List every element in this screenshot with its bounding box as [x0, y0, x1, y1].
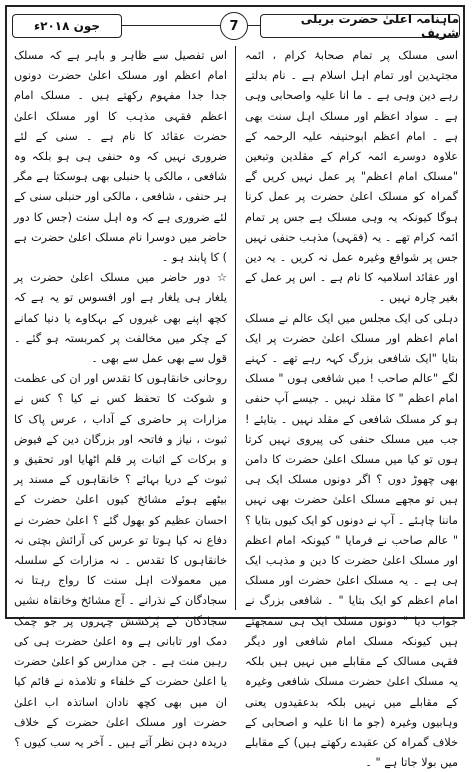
page-header: [12, 11, 460, 41]
right-paragraph-2: دہلی کی ایک مجلس میں ایک عالم نے مسلک امام اعظم اور مسلک اعلیٰ حضرت پر ایک بتایا "ایک شافعی بزرگ کہہ رہے تھے ۔ کہنے لگے "عالم صاحب ! میں شافعی ہوں " مسلک امام اعظم " کا مقلد نہیں ۔ جیسے آپ حنفی ہو کر مسلک شافعی کے مقلد نہیں ۔ بتایئے ! جب میں مسلک حنفی کی پیروی نہیں کرتا ہوں تو کیا میں مسلک اعلیٰ حضرت کا دامن بھی چھوڑ دوں ؟ اگر دونوں مسلک ایک ہی ہیں تو مجھے مسلک اعلیٰ حضرت بھی نہیں ماننا چاہئے ۔ آپ نے دونوں کو ایک کیوں بتایا ؟ " عالم صاحب نے فرمایا " کیونکہ امام اعظم اور مسلک اعلیٰ حضرت کا دین و مذہب ایک ہی ہے ۔ یہ مسلک اعلیٰ حضرت اور مسلک امام اعظم کو ایک بتایا " ۔ شافعی بزرگ نے جواب دیا " دونوں مسلک ایک ہی سمجھتے ہیں کیونکہ مسلک امام شافعی اور دیگر فقہی مسالک کے مقابلے میں نہیں ہیں بلکہ یہ مسلک اعلیٰ حضرت مسلک شافعی وغیرہ کے مقابلے میں نہیں بلکہ بدعقیدوں یعنی وہابیوں وغیرہ (جو ما انا علیہ و اصحابی کے خلاف گمراہ کن عقیدے رکھتے ہیں) کے مقابلے میں بولا جاتا ہے " ۔: [245, 311, 458, 770]
page-number: 7: [220, 12, 248, 40]
right-paragraph-1: اسی مسلک پر تمام صحابۂ کرام ، ائمہ مجتہدین اور تمام اہل اسلام ہے ۔ نام بدلتے رہے دین وہی ہے ۔ ما انا علیہ واصحابی وہی ہے ۔ سواد اعظم اور مسلک اہل سنت بھی ہے ۔ امام اعظم ابوحنیفہ علیہ الرحمہ کے علاوہ دوسرے ائمہ کرام کے مقلدین وتبعین "مسلک امام اعظم" پر عمل نہیں کریں گے گمراہ کو مسلک اعلیٰ حضرت پر عمل کرنا ہوگا کیونکہ یہ وہی مسلک ہے جس پر تمام ائمہ کرام تھے ۔ یہ (فقہی) مذہب حنفی نہیں جس پر شوافع وغیرہ عمل نہ کریں ۔ یہ دین اور عقائد اسلامیہ کا نام ہے ۔ اس پر عمل کے بغیر چارہ نہیں ۔: [245, 49, 458, 305]
left-paragraph-3: روحانی خانقاہوں کا تقدس اور ان کی عظمت و شوکت کا تحفظ کس نے کیا ؟ کس نے مزارات پر حاضری کے آداب ، عرس پاک کا ثبوت ، نیاز و فاتحہ اور بزرگان دین کے فیوض و برکات کے اثبات پر قلم اٹھایا اور تحقیق و ثبوت کے دریا بہائے ؟ خانقاہوں کے مسند پر بیٹھے ہوئے مشائخ کیوں اعلیٰ حضرت کے احسان عظیم کو بھول گئے ؟ اعلیٰ حضرت نے دفاع نہ کیا ہوتا تو عرس کی آرائش بچتی نہ خانقاہوں کا تقدس ۔ نہ مزارات کے سلسلہ میں معمولات اہل سنت کا رواج رہتا نہ سجادگان کے نذرانے ۔ آج مشائخ وخانقاہ نشیں سجادگان کے پُرکشش چہروں پر جو چمک دمک اور تابانی ہے وہ اعلیٰ حضرت ہی کی رہین منت ہے ۔ جن مدارس کو اعلیٰ حضرت یا اعلیٰ حضرت کے خلفاء و تلامذہ نے قائم کیا ان میں بھی کچھ نادان اساتذہ اب اعلیٰ حضرت اور مسلک اعلیٰ حضرت کے خلاف دریدہ دہن نظر آتے ہیں ۔ آخر یہ سب کیوں ؟: [14, 372, 227, 749]
left-paragraph-2: ☆ دور حاضر میں مسلک اعلیٰ حضرت پر یلغار ہی یلغار ہے اور افسوس تو یہ ہے کہ کچھ اپنے بھی غیروں کے بہکاوے یا دنیا کمانے کے چکر میں مخالفت پر کمربستہ ہو گئے ۔ قول سے بھی عمل سے بھی ۔: [14, 271, 227, 366]
right-column: [245, 46, 458, 770]
magazine-name: ماہنامہ اعلیٰ حضرت بریلی شریف: [260, 14, 460, 38]
column-divider: [235, 46, 236, 610]
left-paragraph-1: اس تفصیل سے ظاہر و باہر ہے کہ مسلک امام اعظم اور مسلک اعلیٰ حضرت دونوں جدا جدا مفہوم رکھتے ہیں ۔ مسلک امام اعظم فقہی مذہب کا اور مسلک اعلیٰ حضرت عقائد کا نام ہے ۔ سنی کے لئے ضروری نہیں کہ وہ حنفی ہی ہو بلکہ وہ شافعی ، مالکی یا حنبلی بھی ہوسکتا ہے مگر ہر حنفی ، شافعی ، مالکی اور حنبلی سنی کے لئے ضروری ہے کہ وہ اہل سنت (جس کا دور حاضر میں دوسرا نام مسلک اعلیٰ حضرت ہے ) کا پابند ہو ۔: [14, 49, 227, 265]
left-column: [14, 46, 227, 749]
issue-date: جون ۲۰۱۸ء: [12, 14, 122, 38]
